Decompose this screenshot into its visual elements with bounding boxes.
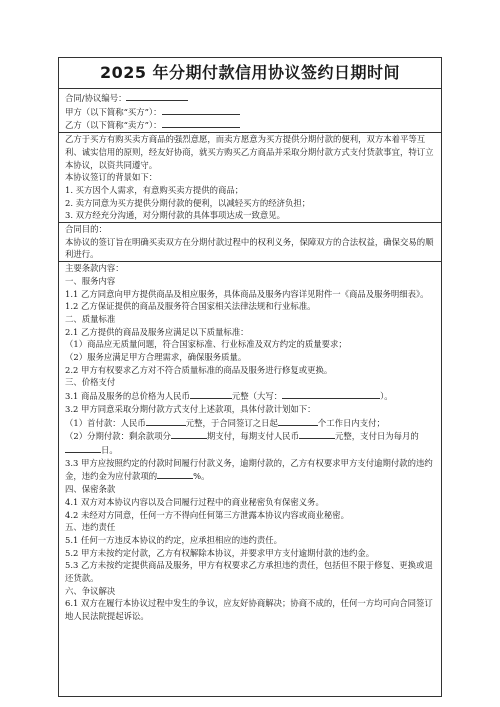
total-price-words-blank[interactable] xyxy=(282,389,380,399)
clause-text: 5.3 乙方未按约定提供商品及服务，甲方有权要求乙方承担违约责任，包括但不限于修复、更换或退还货款。 xyxy=(65,560,433,584)
background-item: 1. 买方因个人需求，有意购买卖方提供的商品； xyxy=(65,184,244,195)
clause-text: 4.2 未经对方同意，任何一方不得向任何第三方泄露本协议内容或商业秘密。 xyxy=(65,509,349,520)
clause-text: 5.2 甲方未按约定付款，乙方有权解除本协议，并要求甲方支付逾期付款的违约金。 xyxy=(65,547,375,558)
late-payment-clause: 3.3 甲方应按照约定的付款时间履行付款义务，逾期付款的，乙方有权要求甲方支付逾期付款的违约金，违约金为应付款项的 %。 xyxy=(65,457,433,482)
installment-amount-blank[interactable] xyxy=(299,429,335,439)
party-a-blank[interactable] xyxy=(162,105,240,115)
purpose-text: 本协议的签订旨在明确买卖双方在分期付款过程中的权利义务，保障双方的合法权益，确保交易的顺利进行。 xyxy=(65,236,434,260)
party-b-blank[interactable] xyxy=(162,118,240,128)
pay-day-blank[interactable] xyxy=(65,443,101,453)
clause-text: 1.1 乙方同意向甲方提供商品及相应服务，具体商品及服务内容详见附件一《商品及服务明细表》。 xyxy=(65,288,429,299)
clause-text: （1）商品应无质量问题，符合国家标准、行业标准及双方约定的质量要求； xyxy=(65,339,347,350)
document-body xyxy=(59,89,441,623)
section-heading: 六、争议解决 xyxy=(65,585,116,596)
background-heading: 本协议签订的背景如下： xyxy=(65,172,158,183)
agreement-document xyxy=(58,57,442,697)
background-item: 2. 卖方同意为买方提供分期付款的便利，以减轻买方的经济负担； xyxy=(65,197,311,208)
party-b-line: 乙方（以下简称“卖方”）： xyxy=(65,118,435,132)
installment-line: （2）分期付款：剩余款项分 期支付，每期支付人民币 元整，支付日为每月的日。 xyxy=(65,431,419,455)
document-title: 2025 年分期付款信用协议签约日期时间 xyxy=(59,58,441,89)
clause-text: （2）服务应满足甲方合理需求，确保服务质量。 xyxy=(65,352,247,363)
section-heading: 三、价格支付 xyxy=(65,377,116,388)
main-terms-heading: 主要条款内容： xyxy=(65,263,124,274)
clause-text: 1.2 乙方保证提供的商品及服务符合国家相关法律法规和行业标准。 xyxy=(65,301,316,312)
section-heading: 五、违约责任 xyxy=(65,522,116,533)
party-a-line: 甲方（以下简称“买方”）： xyxy=(65,105,435,119)
total-price-line: 3.1 商品及服务的总价格为人民币 元整（大写： ）。 xyxy=(65,391,393,402)
preamble-text: 乙方于买方有购买卖方商品的强烈意愿，而卖方愿意为买方提供分期付款的便利，双方本着平等互利、诚实信用的原则，经友好协商，就买方购买乙方商品并采取分期付款方式支付货款事宜，特订立本协议，以资共同遵守。 xyxy=(65,134,434,170)
workdays-blank[interactable] xyxy=(278,416,318,426)
clause-text: 6.1 双方在履行本协议过程中发生的争议，应友好协商解决；协商不成的，任何一方均可向合同签订地人民法院提起诉讼。 xyxy=(65,598,433,622)
total-price-blank[interactable] xyxy=(190,389,232,399)
clause-text: 4.1 双方对本协议内容以及合同履行过程中的商业秘密负有保密义务。 xyxy=(65,496,324,507)
section-heading: 二、质量标准 xyxy=(65,313,116,324)
contract-no-blank[interactable] xyxy=(126,91,188,101)
background-item: 3. 双方经充分沟通，对分期付款的具体事项达成一致意见。 xyxy=(65,210,286,221)
clause-text: 5.1 任何一方违反本协议的约定，应承担相应的违约责任。 xyxy=(65,534,282,545)
clause-text: 2.2 甲方有权要求乙方对不符合质量标准的商品及服务进行修复或更换。 xyxy=(65,364,333,375)
periods-blank[interactable] xyxy=(171,429,207,439)
down-payment-line: （1）首付款：人民币 元整，于合同签订之日起 个工作日内支付； xyxy=(65,417,385,428)
contract-no-line: 合同/协议编号： xyxy=(65,91,435,105)
clause-text: 3.2 甲方同意采取分期付款方式支付上述款项，具体付款计划如下： xyxy=(65,403,316,414)
down-payment-blank[interactable] xyxy=(146,416,186,426)
penalty-rate-blank[interactable] xyxy=(157,469,193,479)
purpose-heading: 合同目的： xyxy=(65,224,107,235)
clause-text: 2.1 乙方提供的商品及服务应满足以下质量标准： xyxy=(65,326,249,337)
section-heading: 一、服务内容 xyxy=(65,275,116,286)
section-heading: 四、保密条款 xyxy=(65,484,116,495)
